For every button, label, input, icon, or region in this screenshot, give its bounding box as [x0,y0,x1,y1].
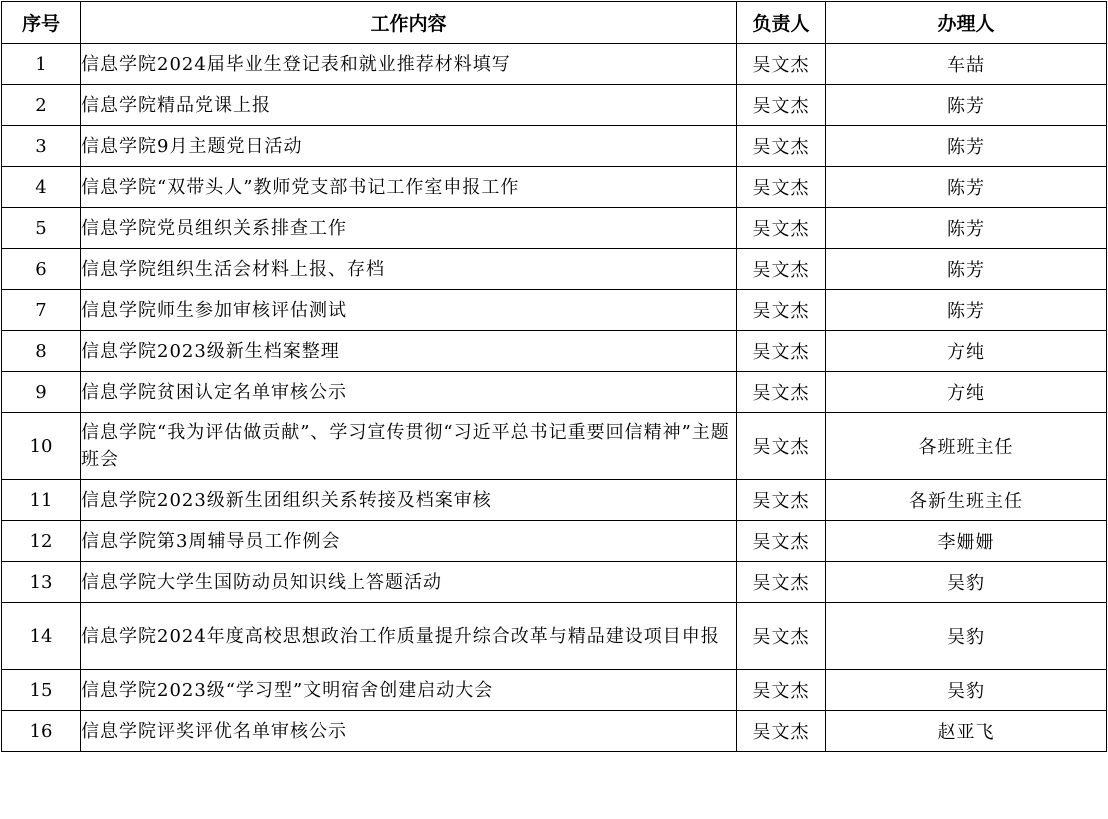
row-number: 15 [2,670,81,711]
row-number: 4 [2,167,81,208]
row-lead: 吴文杰 [737,711,826,752]
row-handler: 赵亚飞 [826,711,1107,752]
row-lead: 吴文杰 [737,372,826,413]
row-content: 信息学院2023级新生团组织关系转接及档案审核 [81,480,737,521]
row-lead: 吴文杰 [737,413,826,480]
row-handler: 吴豹 [826,562,1107,603]
table-row [2,562,1107,603]
row-content: 信息学院组织生活会材料上报、存档 [81,249,737,290]
row-content: 信息学院“双带头人”教师党支部书记工作室申报工作 [81,167,737,208]
table-row [2,521,1107,562]
row-handler: 各新生班主任 [826,480,1107,521]
row-number: 11 [2,480,81,521]
row-handler: 吴豹 [826,670,1107,711]
table-body [2,44,1107,752]
row-lead: 吴文杰 [737,521,826,562]
header-content: 工作内容 [81,2,737,44]
row-lead: 吴文杰 [737,670,826,711]
row-content: 信息学院2024年度高校思想政治工作质量提升综合改革与精品建设项目申报 [81,603,737,670]
table-row [2,711,1107,752]
header-lead: 负责人 [737,2,826,44]
row-content: 信息学院精品党课上报 [81,85,737,126]
row-number: 5 [2,208,81,249]
task-table [1,1,1107,752]
header-no: 序号 [2,2,81,44]
row-handler: 吴豹 [826,603,1107,670]
table-row [2,603,1107,670]
table-row [2,413,1107,480]
table-row [2,480,1107,521]
row-content: 信息学院9月主题党日活动 [81,126,737,167]
row-lead: 吴文杰 [737,603,826,670]
row-content: 信息学院2023级“学习型”文明宿舍创建启动大会 [81,670,737,711]
table-row [2,85,1107,126]
row-number: 9 [2,372,81,413]
row-handler: 车喆 [826,44,1107,85]
table-row [2,208,1107,249]
table-row [2,670,1107,711]
row-lead: 吴文杰 [737,562,826,603]
row-number: 8 [2,331,81,372]
row-number: 16 [2,711,81,752]
table-row [2,331,1107,372]
row-lead: 吴文杰 [737,249,826,290]
row-lead: 吴文杰 [737,126,826,167]
row-number: 12 [2,521,81,562]
table-row [2,126,1107,167]
row-number: 2 [2,85,81,126]
row-content: 信息学院贫困认定名单审核公示 [81,372,737,413]
row-handler: 陈芳 [826,208,1107,249]
row-handler: 各班班主任 [826,413,1107,480]
row-handler: 陈芳 [826,290,1107,331]
table-row [2,249,1107,290]
row-content: 信息学院评奖评优名单审核公示 [81,711,737,752]
row-lead: 吴文杰 [737,290,826,331]
row-number: 10 [2,413,81,480]
row-content: 信息学院师生参加审核评估测试 [81,290,737,331]
header-row [2,2,1107,44]
row-handler: 陈芳 [826,249,1107,290]
row-content: 信息学院党员组织关系排查工作 [81,208,737,249]
table-row [2,44,1107,85]
row-content: 信息学院2023级新生档案整理 [81,331,737,372]
row-number: 6 [2,249,81,290]
row-handler: 陈芳 [826,85,1107,126]
row-handler: 陈芳 [826,126,1107,167]
row-handler: 方纯 [826,331,1107,372]
row-handler: 陈芳 [826,167,1107,208]
header-handler: 办理人 [826,2,1107,44]
table-row [2,290,1107,331]
row-content: 信息学院2024届毕业生登记表和就业推荐材料填写 [81,44,737,85]
row-number: 3 [2,126,81,167]
row-lead: 吴文杰 [737,167,826,208]
table-row [2,167,1107,208]
row-number: 1 [2,44,81,85]
row-lead: 吴文杰 [737,208,826,249]
row-lead: 吴文杰 [737,44,826,85]
row-number: 7 [2,290,81,331]
table-row [2,372,1107,413]
row-content: 信息学院第3周辅导员工作例会 [81,521,737,562]
row-content: 信息学院大学生国防动员知识线上答题活动 [81,562,737,603]
row-number: 14 [2,603,81,670]
row-content: 信息学院“我为评估做贡献”、学习宣传贯彻“习近平总书记重要回信精神”主题班会 [81,413,737,480]
row-handler: 李姗姗 [826,521,1107,562]
row-lead: 吴文杰 [737,480,826,521]
row-lead: 吴文杰 [737,331,826,372]
row-handler: 方纯 [826,372,1107,413]
row-lead: 吴文杰 [737,85,826,126]
row-number: 13 [2,562,81,603]
